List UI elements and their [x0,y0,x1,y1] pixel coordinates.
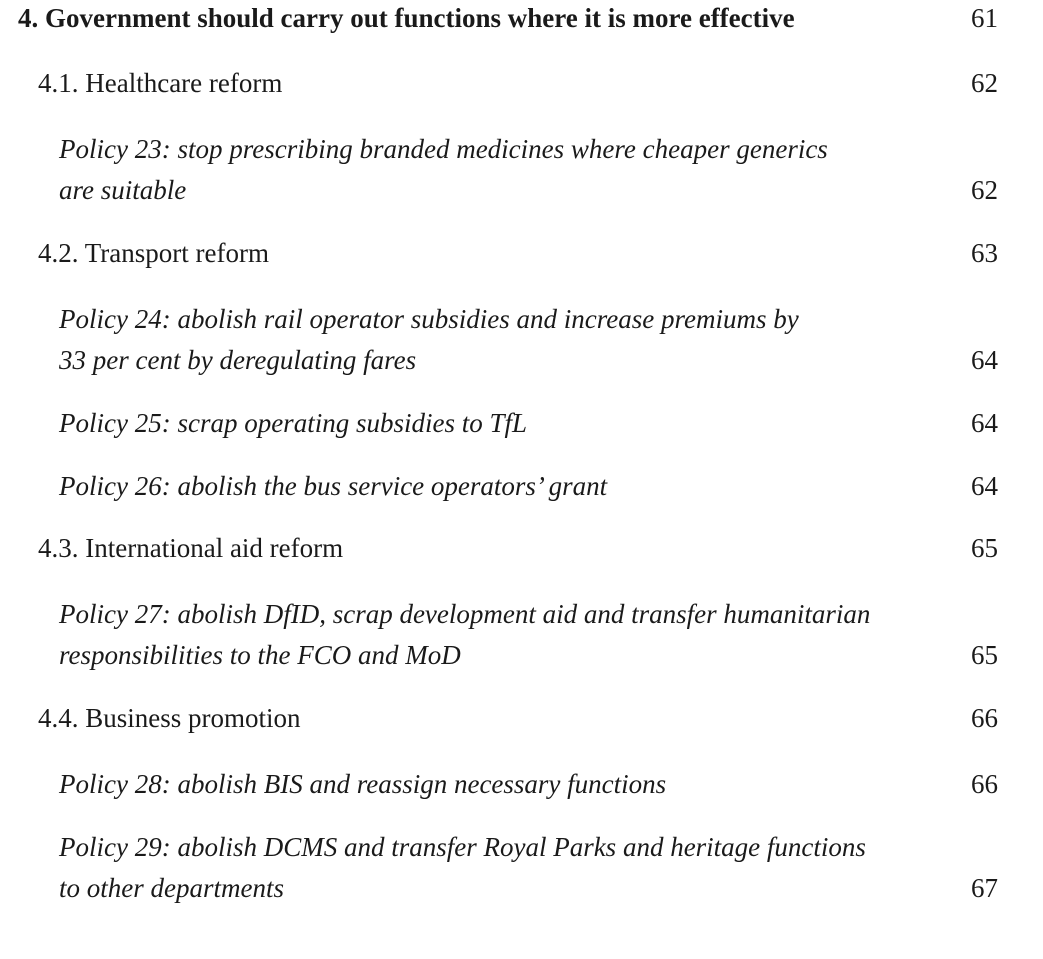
toc-page-number: 63 [971,238,998,268]
toc-entry-title-line: responsibilities to the FCO and MoD [59,640,461,670]
toc-entry-title [59,299,909,381]
toc-page-number: 64 [971,345,998,375]
toc-entry-title: 4.2. Transport reform [38,238,269,268]
toc-entry-title: 4.1. Healthcare reform [38,68,283,98]
toc-entry-title: 4.4. Business promotion [38,703,301,733]
toc-entry-title: 4. Government should carry out functions where it is more effective [18,3,795,33]
toc-entry-title-line: Policy 23: stop prescribing branded medicines where cheaper generics [59,134,828,164]
toc-page-number: 65 [971,640,998,670]
toc-entry-title-line: to other departments [59,873,284,903]
toc-page-number: 67 [971,873,998,903]
toc-policy-29[interactable] [59,827,998,909]
toc-entry-title-line: Policy 29: abolish DCMS and transfer Royal Parks and heritage functions [59,832,866,862]
toc-page-number: 65 [971,533,998,563]
toc-entry-title [59,129,909,211]
toc-policy-26[interactable] [59,466,998,507]
toc-page-number: 64 [971,408,998,438]
toc-entry-title [59,827,909,909]
toc-chapter-4[interactable] [18,0,998,39]
toc-page-number: 64 [971,471,998,501]
toc-policy-27[interactable] [59,594,998,676]
toc-entry-title: Policy 28: abolish BIS and reassign necessary functions [59,769,667,799]
toc-policy-24[interactable] [59,299,998,381]
toc-page-number: 62 [971,68,998,98]
toc-entry-title: 4.3. International aid reform [38,533,344,563]
toc-policy-28[interactable] [59,764,998,805]
toc-section-4-2[interactable] [38,233,998,274]
toc-page-number: 66 [971,703,998,733]
toc-entry-title-line: 33 per cent by deregulating fares [59,345,417,375]
toc-section-4-4[interactable] [38,698,998,739]
toc-policy-25[interactable] [59,403,998,444]
toc-entry-title: Policy 26: abolish the bus service operators’ grant [59,471,608,501]
toc-page-number: 62 [971,175,998,205]
toc-section-4-3[interactable] [38,528,998,569]
toc-entry-title [59,594,909,676]
toc-entry-title: Policy 25: scrap operating subsidies to TfL [59,408,527,438]
toc-page-number: 61 [971,3,998,33]
toc-entry-title-line: Policy 24: abolish rail operator subsidies and increase premiums by [59,304,799,334]
toc-policy-23[interactable] [59,129,998,211]
toc-section-4-1[interactable] [38,63,998,104]
toc-entry-title-line: Policy 27: abolish DfID, scrap development aid and transfer humanitarian [59,599,871,629]
toc-entry-title-line: are suitable [59,175,187,205]
toc-page-number: 66 [971,769,998,799]
